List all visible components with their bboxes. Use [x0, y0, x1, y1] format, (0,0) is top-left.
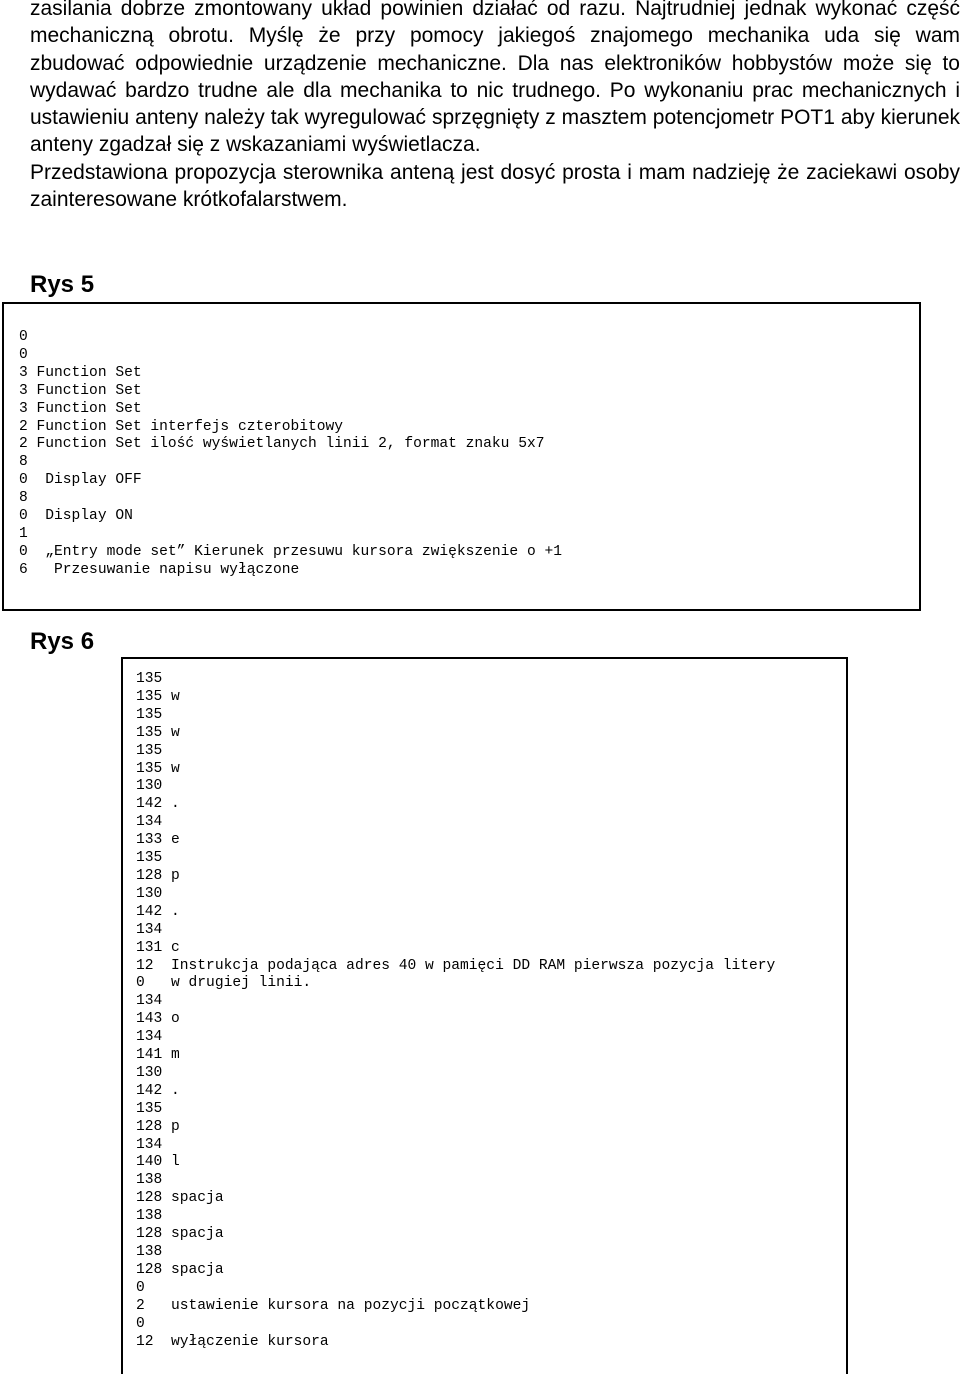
code-line: 141 m — [136, 1047, 180, 1064]
code-line: 2 Function Set interfejs czterobitowy — [19, 418, 344, 435]
code-line: 128 spacja — [136, 1261, 224, 1278]
code-line: 3 Function Set — [19, 382, 142, 399]
code-line: 135 — [136, 1100, 163, 1117]
figure-6-code — [136, 671, 775, 1351]
code-line: 0 — [136, 1279, 145, 1296]
code-line: 0 „Entry mode set” Kierunek przesuwu kursora zwiększenie o +1 — [19, 543, 562, 560]
code-line: 133 e — [136, 832, 180, 849]
code-line: 135 — [136, 742, 163, 759]
code-line: 135 — [136, 706, 163, 723]
code-line: 6 Przesuwanie napisu wyłączone — [19, 561, 300, 578]
code-line: 134 — [136, 993, 163, 1010]
code-line: 138 — [136, 1172, 163, 1189]
code-line: 135 — [136, 850, 163, 867]
code-line: 2 Function Set ilość wyświetlanych linii 2, format znaku 5x7 — [19, 436, 545, 453]
code-line: 0 — [19, 346, 28, 363]
code-line: 8 — [19, 490, 28, 507]
code-line: 128 p — [136, 867, 180, 884]
code-line: 134 — [136, 921, 163, 938]
code-line: 128 spacja — [136, 1190, 224, 1207]
code-line: 134 — [136, 1029, 163, 1046]
code-line: 135 w — [136, 724, 180, 741]
code-line: 138 — [136, 1208, 163, 1225]
code-line: 3 Function Set — [19, 400, 142, 417]
code-line: 130 — [136, 1064, 163, 1081]
code-line: 0 Display ON — [19, 508, 133, 525]
code-line: 128 p — [136, 1118, 180, 1135]
paragraph: zasilania dobrze zmontowany układ powinien działać od razu. Najtrudniej jednak wykonać część mechaniczną obrotu. Myślę że przy pomocy jakiegoś znajomego mechanika uda się wam zbudować odpowiednie urządzenie mechaniczne. Dla nas elektroników hobbystów może się to wydawać bardzo trudne ale dla mechanika to nic trudnego. Po wykonaniu prac mechanicznych i ustawieniu anteny należy tak wyregulować sprzęgnięty z masztem potencjometr POT1 aby kierunek anteny zgadzał się z wskazaniami wyświetlacza. — [30, 0, 960, 157]
figure-6-title: Rys 6 — [30, 628, 95, 655]
code-line: 130 — [136, 778, 163, 795]
body-text — [30, 0, 960, 213]
code-line: 128 spacja — [136, 1226, 224, 1243]
code-line: 142 . — [136, 1082, 180, 1099]
code-line: 135 — [136, 671, 163, 687]
code-line: 12 wyłączenie kursora — [136, 1333, 329, 1350]
code-line: 135 w — [136, 760, 180, 777]
code-line: 134 — [136, 1136, 163, 1153]
figure-5-code — [19, 329, 562, 580]
code-line: 1 — [19, 525, 28, 542]
figure-5-code-box — [2, 302, 921, 611]
code-line: 143 o — [136, 1011, 180, 1028]
code-line: 0 w drugiej linii. — [136, 975, 312, 992]
code-line: 0 Display OFF — [19, 472, 142, 489]
code-line: 142 . — [136, 796, 180, 813]
code-line: 8 — [19, 454, 28, 471]
code-line: 135 w — [136, 688, 180, 705]
code-line: 134 — [136, 814, 163, 831]
paragraph: Przedstawiona propozycja sterownika anteną jest dosyć prosta i mam nadzieję że zaciekawi osoby zainteresowane krótkofalarstwem. — [30, 160, 960, 212]
figure-6-code-box — [121, 657, 848, 1374]
code-line: 140 l — [136, 1154, 180, 1171]
code-line: 131 c — [136, 939, 180, 956]
code-line: 2 ustawienie kursora na pozycji początkowej — [136, 1297, 531, 1314]
code-line: 12 Instrukcja podająca adres 40 w pamięci DD RAM pierwsza pozycja litery — [136, 957, 776, 974]
code-line: 3 Function Set — [19, 364, 142, 381]
code-line: 142 . — [136, 903, 180, 920]
code-line: 0 — [19, 329, 28, 345]
code-line: 130 — [136, 885, 163, 902]
code-line: 138 — [136, 1244, 163, 1260]
code-line: 0 — [136, 1315, 145, 1332]
figure-5-title: Rys 5 — [30, 271, 95, 298]
